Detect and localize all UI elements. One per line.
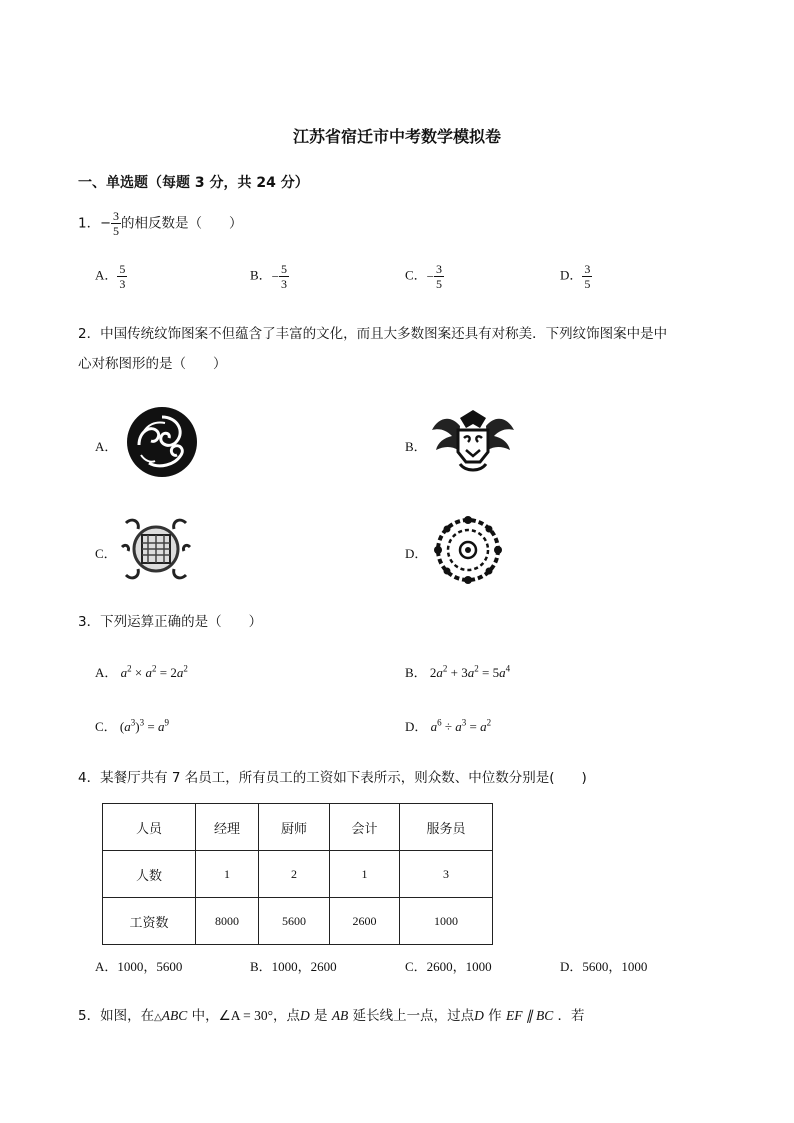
question-number: 1． bbox=[78, 215, 101, 232]
math-text: AB bbox=[331, 1008, 349, 1023]
q3-option-b[interactable]: B． $2a^2 + 3a^2 = 5a^4$ bbox=[405, 663, 511, 680]
math-text: ABC bbox=[161, 1008, 188, 1023]
numerator: 3 bbox=[113, 209, 119, 223]
option-sign: − bbox=[426, 268, 435, 284]
header-cell: 人员 bbox=[103, 804, 196, 851]
table-row bbox=[103, 898, 493, 945]
fraction bbox=[434, 263, 444, 290]
math-text: EF ∥ BC bbox=[505, 1008, 554, 1023]
page-title: 江苏省宿迁市中考数学模拟卷 bbox=[292, 127, 501, 146]
swirl-medallion-icon bbox=[125, 405, 199, 479]
denominator: 5 bbox=[436, 277, 443, 291]
table-header-row bbox=[103, 804, 493, 851]
option-label: A． bbox=[95, 267, 118, 283]
option-label: C． bbox=[405, 267, 427, 283]
minus-sign: − bbox=[100, 216, 111, 231]
numerator: 5 bbox=[119, 262, 126, 276]
table-cell: 1000 bbox=[400, 898, 493, 945]
q3-option-d[interactable]: D． $a^6 \div a^3 = a^2$ bbox=[405, 717, 492, 734]
table-cell: 8000 bbox=[196, 898, 259, 945]
fraction bbox=[279, 263, 289, 290]
numerator: 5 bbox=[281, 262, 288, 276]
question-2-line-2: 心对称图形的是（ ） bbox=[78, 356, 227, 372]
question-3: 3．下列运算正确的是（ ） bbox=[78, 614, 263, 630]
option-label: C． bbox=[95, 719, 117, 734]
table-row bbox=[103, 851, 493, 898]
question-4: 4．某餐厅共有 7 名员工，所有员工的工资如下表所示，则众数、中位数分别是( ) bbox=[78, 770, 587, 786]
question-text: 的相反数是（ ） bbox=[121, 215, 243, 232]
option-label: D． bbox=[560, 267, 583, 283]
fraction bbox=[582, 263, 592, 290]
numerator: 3 bbox=[436, 262, 443, 276]
floral-ring-icon bbox=[430, 512, 506, 588]
row-label-cell: 工资数 bbox=[103, 898, 196, 945]
option-value: 1000，2600 bbox=[271, 959, 337, 974]
q1-option-d[interactable] bbox=[560, 263, 592, 290]
question-text: 是 bbox=[309, 1008, 332, 1024]
question-text: 中， bbox=[187, 1008, 219, 1024]
winged-ornament-icon bbox=[430, 404, 516, 474]
option-value: 5600，1000 bbox=[582, 959, 648, 974]
question-text: ，点 bbox=[272, 1008, 300, 1024]
denominator: 5 bbox=[584, 277, 591, 291]
q2-option-a[interactable]: A． bbox=[95, 439, 118, 454]
option-value: 1000，5600 bbox=[117, 959, 183, 974]
header-cell: 经理 bbox=[196, 804, 259, 851]
header-cell: 服务员 bbox=[400, 804, 493, 851]
table-cell: 2 bbox=[259, 851, 330, 898]
q4-option-a[interactable] bbox=[95, 956, 182, 975]
q2-option-b[interactable]: B． bbox=[405, 439, 427, 454]
table-cell: 2600 bbox=[330, 898, 400, 945]
q3-option-c[interactable]: C． $(a^3)^3 = a^9$ bbox=[95, 717, 169, 734]
option-label: B． bbox=[250, 267, 272, 283]
question-text: 5．如图，在 bbox=[78, 1008, 155, 1024]
knot-lattice-icon bbox=[118, 513, 194, 585]
q1-option-c[interactable] bbox=[405, 263, 444, 290]
option-label: A． bbox=[95, 959, 118, 974]
question-2-line-1: 2．中国传统纹饰图案不但蕴含了丰富的文化，而且大多数图案还具有对称美．下列纹饰图案中是中 bbox=[78, 326, 668, 342]
denominator: 3 bbox=[119, 277, 126, 291]
option-label: A． bbox=[95, 665, 118, 680]
option-label: D． bbox=[405, 719, 428, 734]
option-label: D． bbox=[560, 959, 583, 974]
question-text: ．若 bbox=[553, 1008, 585, 1024]
salary-table bbox=[102, 803, 493, 945]
question-text: 延长线上一点，过点 bbox=[348, 1008, 475, 1024]
table-cell: 5600 bbox=[259, 898, 330, 945]
option-label: B． bbox=[405, 665, 427, 680]
question-1 bbox=[78, 210, 243, 237]
triangle-symbol: △ bbox=[154, 1012, 162, 1023]
table-cell: 1 bbox=[196, 851, 259, 898]
question-text: 作 bbox=[483, 1008, 506, 1024]
denominator: 3 bbox=[281, 277, 288, 291]
fraction bbox=[117, 263, 127, 290]
math-text: D bbox=[474, 1008, 484, 1023]
row-label-cell: 人数 bbox=[103, 851, 196, 898]
q3-option-a[interactable]: A． $a^2 \times a^2 = 2a^2$ bbox=[95, 663, 188, 680]
math-text: ∠A = 30° bbox=[218, 1008, 273, 1023]
q2-option-c[interactable]: C． bbox=[95, 546, 117, 561]
q4-option-b[interactable] bbox=[250, 956, 337, 975]
option-sign: − bbox=[271, 268, 280, 284]
denominator: 5 bbox=[113, 224, 119, 238]
q1-option-b[interactable] bbox=[250, 263, 289, 290]
q2-option-d[interactable]: D． bbox=[405, 546, 428, 561]
math-text: D bbox=[299, 1008, 310, 1023]
q4-option-c[interactable] bbox=[405, 956, 492, 975]
numerator: 3 bbox=[584, 262, 591, 276]
table-cell: 1 bbox=[330, 851, 400, 898]
header-cell: 会计 bbox=[330, 804, 400, 851]
table-cell: 3 bbox=[400, 851, 493, 898]
question-5 bbox=[78, 1004, 585, 1024]
header-cell: 厨师 bbox=[259, 804, 330, 851]
fraction bbox=[111, 210, 121, 237]
section-heading: 一、单选题（每题 3 分，共 24 分） bbox=[78, 175, 309, 191]
q1-option-a[interactable] bbox=[95, 263, 127, 290]
option-label: C． bbox=[405, 959, 427, 974]
option-label: B． bbox=[250, 959, 272, 974]
q4-option-d[interactable] bbox=[560, 956, 647, 975]
option-value: 2600，1000 bbox=[426, 959, 492, 974]
